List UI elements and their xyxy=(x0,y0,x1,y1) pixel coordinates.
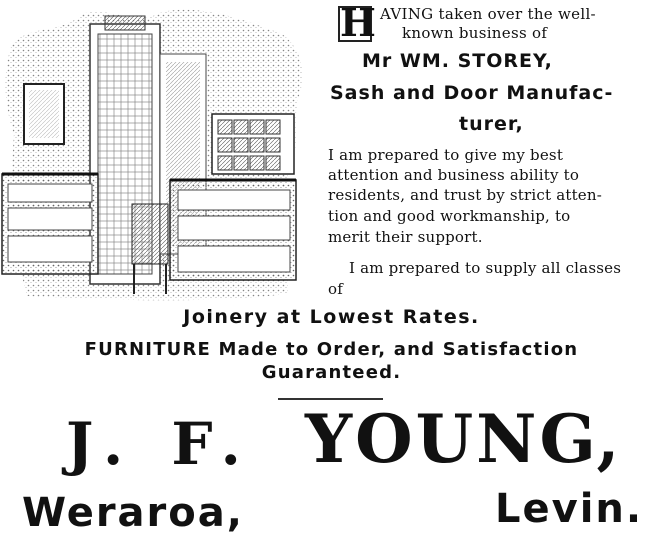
intro-line-1: AVING taken over the well- xyxy=(380,5,596,23)
joinery-line: Joinery at Lowest Rates. xyxy=(183,306,480,328)
proprietor-surname: YOUNG, xyxy=(305,400,623,478)
business-trade-line-2: turer, xyxy=(459,113,524,135)
supply-line-2: of xyxy=(328,280,343,298)
proprietor-initials: J. F. xyxy=(66,410,255,478)
business-trade-line-1: Sash and Door Manufac- xyxy=(330,82,614,104)
body-line-5: merit their support. xyxy=(328,228,483,246)
body-line-3: residents, and trust by strict atten- xyxy=(328,186,603,204)
dropcap-letter: H xyxy=(340,0,376,45)
intro-line-2: known business of xyxy=(402,24,548,42)
business-name: Mr WM. STOREY, xyxy=(362,50,553,72)
place-levin: Levin. xyxy=(495,486,644,532)
body-line-4: tion and good workmanship, to xyxy=(328,207,571,225)
supply-line-1: I am prepared to supply all classes xyxy=(349,259,622,277)
place-weraroa: Weraroa, xyxy=(22,490,244,536)
furniture-engraving-icon xyxy=(2,4,312,304)
body-line-1: I am prepared to give my best xyxy=(328,146,564,164)
body-line-2: attention and business ability to xyxy=(328,166,580,184)
furniture-line-2: Guaranteed. xyxy=(261,362,402,383)
furniture-line-1: FURNITURE Made to Order, and Satisfaction xyxy=(84,339,579,360)
